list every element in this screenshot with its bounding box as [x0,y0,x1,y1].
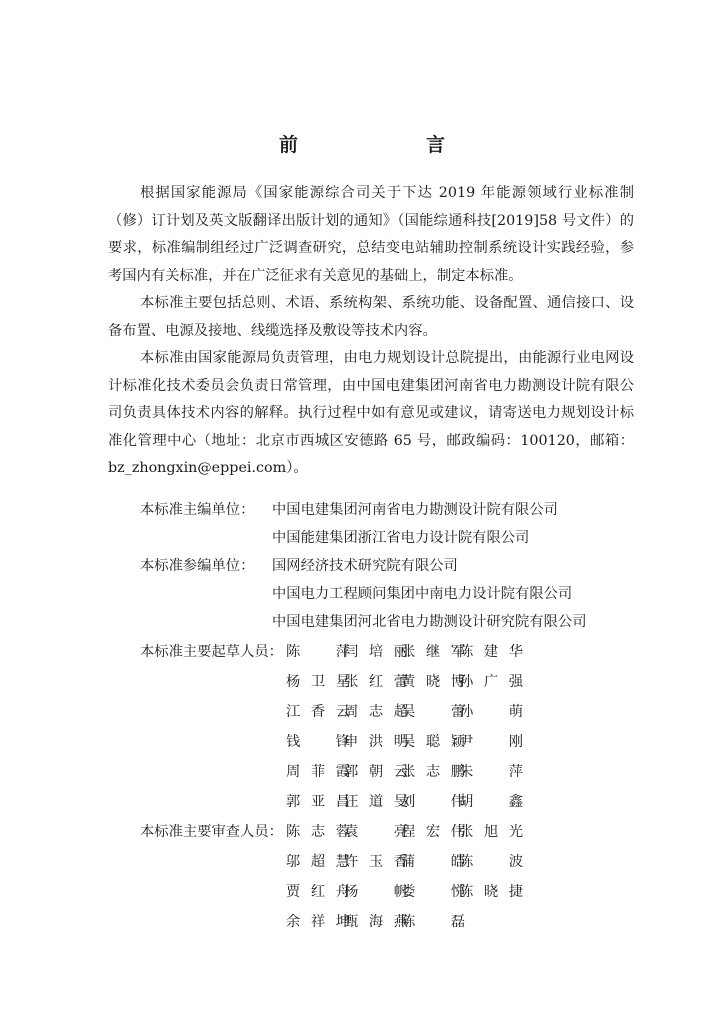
person-name: 尹刚 [459,734,523,750]
reviewers-label: 本标准主要审查人员： [140,824,283,840]
paragraph-1: 根据国家能源局《国家能源综合司关于下达 2019 年能源领域行业标准制（修）订计划及英文版翻译出版计划的通知》（国能综通科技[2019]58 号文件）的要求，标准编制组经过广泛调查研究，总结变电站辅助控制系统设计实践经验，参考国内有关标准，并在广泛征求有关意见的基础上，制定本标准。 [108,185,634,284]
person-name: 申洪明 [344,734,408,750]
drafters-label: 本标准主要起草人员： [140,644,283,660]
chief-editors-label: 本标准主编单位： [140,502,255,518]
person-name: 陈萍 [286,644,350,660]
person-name: 娄悦 [401,884,465,900]
person-name: 孙萌 [459,704,523,720]
participating-editors-label: 本标准参编单位： [140,558,255,574]
person-name: 余祥坤 [286,914,350,930]
person-name: 周志超 [344,704,408,720]
paragraph-3: 本标准由国家能源局负责管理，由电力规划设计总院提出，由能源行业电网设计标准化技术委员会负责日常管理，由中国电建集团河南省电力勘测设计院有限公司负责具体技术内容的解释。执行过程中如有意见或建议，请寄送电力规划设计标准化管理中心（地址：北京市西城区安德路 65 号，邮政编码：100120，邮箱：bz_zhongxin@eppei.com）。 [108,350,634,476]
person-name: 郭亚昌 [286,794,350,810]
person-name: 张志鹏 [401,764,465,780]
person-name: 孙广强 [459,674,523,690]
person-name: 陈志蓉 [286,824,350,840]
person-name: 张旭光 [459,824,523,840]
person-name: 邬超慧 [286,854,350,870]
person-name: 甄海燕 [344,914,408,930]
page-title: 前 言 [278,134,475,156]
chief-editor-org: 中国电建集团河南省电力勘测设计院有限公司 [272,502,558,518]
person-name: 许玉香 [344,854,408,870]
person-name: 胡鑫 [459,794,523,810]
person-name: 杨卫星 [286,674,350,690]
person-name: 程宏伟 [401,824,465,840]
person-name: 袁亮 [344,824,408,840]
person-name: 周菲霞 [286,764,350,780]
paragraph-2: 本标准主要包括总则、术语、系统构架、系统功能、设备配置、通信接口、设备布置、电源及接地、线缆选择及敷设等技术内容。 [108,295,634,339]
person-name: 张红蕾 [344,674,408,690]
person-name: 刘伟 [401,794,465,810]
person-name: 汪道旻 [344,794,408,810]
person-name: 杨帆 [344,884,408,900]
person-name: 蒲皓 [401,854,465,870]
person-name: 贾红舟 [286,884,350,900]
person-name: 钱锋 [286,734,350,750]
person-name: 陈波 [459,854,523,870]
person-name: 朱萍 [459,764,523,780]
person-name: 吴聪颖 [401,734,465,750]
person-name: 郭朝云 [344,764,408,780]
person-name: 黄晓博 [401,674,465,690]
person-name: 陈磊 [401,914,465,930]
participating-org: 中国电建集团河北省电力勘测设计研究院有限公司 [272,614,587,630]
participating-org: 国网经济技术研究院有限公司 [272,558,458,574]
chief-editor-org: 中国能建集团浙江省电力设计院有限公司 [272,530,530,546]
person-name: 陈建华 [459,644,523,660]
person-name: 陈晓捷 [459,884,523,900]
person-name: 闫培丽 [344,644,408,660]
person-name: 张继军 [401,644,465,660]
person-name: 吴蕾 [401,704,465,720]
participating-org: 中国电力工程顾问集团中南电力设计院有限公司 [272,586,573,602]
person-name: 江香云 [286,704,350,720]
